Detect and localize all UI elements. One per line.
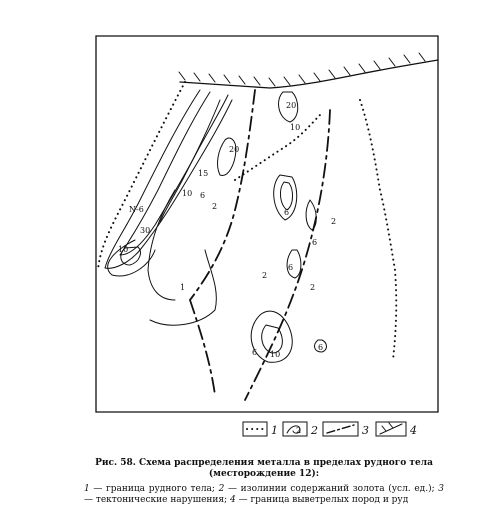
map-label: 20: [286, 101, 297, 110]
map-label: 6: [252, 348, 258, 357]
legend-box-faults: [323, 422, 369, 437]
legend-key-number: 2: [218, 484, 225, 494]
figure-caption: [84, 458, 444, 506]
map-label: 20: [229, 145, 240, 154]
legend-box-ore-boundary: [243, 422, 278, 437]
caption-title: Рис. 58. Схема распределения металла в пределах рудного тела (месторождение 12):: [95, 458, 433, 479]
legend-key-number: 3: [438, 484, 445, 494]
map-label: N-6: [129, 205, 144, 214]
legend-key-text: — граница рудного тела;: [89, 484, 219, 494]
map-label: 1: [180, 283, 186, 292]
legend-key-text: — тектонические нарушения;: [84, 495, 230, 505]
legend-key-text: — граница выветрелых пород и руд: [235, 495, 409, 505]
weathered-rock-boundary: [179, 53, 438, 88]
legend-box-isoline-value: 2: [296, 426, 302, 435]
map-label: 2: [310, 283, 316, 292]
map-label: 6: [284, 208, 290, 217]
legend-key-text: — изолинии содержаний золота (усл. ед.);: [224, 484, 439, 494]
legend-box-weathered: [376, 422, 417, 437]
legend-key-number: 1: [84, 484, 90, 494]
ore-body-boundary: [98, 82, 396, 360]
map-label: 30: [140, 226, 151, 235]
legend-box-number: 1: [271, 424, 278, 437]
caption-legend: [84, 484, 444, 506]
map-label: 10: [182, 189, 193, 198]
map-label: 10: [270, 350, 281, 359]
map-label: 6: [318, 343, 324, 352]
legend-box-isolines: [283, 422, 318, 437]
legend-box-number: 4: [410, 424, 417, 437]
map-label: 2: [212, 202, 218, 211]
legend-boxes: [243, 422, 417, 437]
legend-key-number: 4: [230, 495, 236, 505]
map-label: 6: [288, 263, 294, 272]
map-label: 6: [200, 191, 206, 200]
map-label: 10: [290, 123, 301, 132]
map-label: 6: [312, 238, 318, 247]
legend-box-number: 3: [362, 424, 369, 437]
map-label: 2: [262, 271, 268, 280]
map-label: 15: [198, 169, 209, 178]
map-label: 10: [118, 245, 129, 254]
map-label: 2: [331, 217, 337, 226]
tectonic-faults: [190, 90, 330, 400]
legend-box-number: 2: [311, 424, 318, 437]
